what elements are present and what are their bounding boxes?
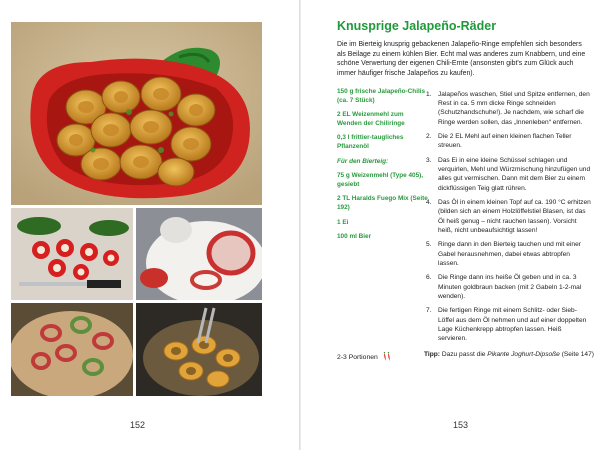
ingredient: 150 g frische Jalapeño-Chilis (ca. 7 Stück) xyxy=(337,88,426,104)
step-text: Die Ringe dann ins heiße Öl geben und in ca. 3 Minuten goldbraun backen (mit 2 Gabeln 1-2-mal wenden). xyxy=(438,274,582,300)
tip-label: Tipp: xyxy=(424,351,440,358)
tip-page-ref: (Seite 147) xyxy=(559,351,594,358)
instruction-step xyxy=(426,90,592,127)
ingredients-list xyxy=(337,88,429,248)
photo-fried-jalapeno-rings xyxy=(11,22,262,205)
instruction-step xyxy=(426,156,592,193)
instruction-step xyxy=(426,306,592,343)
chili-pepper-icon xyxy=(382,352,394,362)
tip-note xyxy=(424,350,594,359)
ingredient: 75 g Weizenmehl (Type 405), gesiebt xyxy=(337,172,424,188)
step-number: 7. xyxy=(426,307,432,315)
step-number: 6. xyxy=(426,274,432,282)
step-text: Ringe dann in den Bierteig tauchen und mit einer Gabel herausnehmen, dabei etwas abtropfen lassen. xyxy=(438,241,581,267)
left-page xyxy=(0,0,299,450)
step-text: Die fertigen Ringe mit einem Schlitz- oder Sieb-Löffel aus dem Öl nehmen und auf einer doppelten Lage Küchenkrepp abtropfen lassen. Heiß servieren. xyxy=(438,307,587,343)
tip-recipe-reference: Pikante Joghurt-Dipsoße xyxy=(487,351,560,358)
portions-text: 2-3 Portionen xyxy=(337,353,378,361)
instruction-step xyxy=(426,240,592,268)
photo-rings-in-flour xyxy=(136,208,262,300)
page-number-right: 153 xyxy=(453,420,469,430)
ingredient-subheading: Für den Bierteig: xyxy=(337,157,389,165)
step-text: Jalapeños waschen, Stiel und Spitze entfernen, den Rest in ca. 5 mm dicke Ringe schneiden (Schutzhandschuhe!). Je nachdem, wie scharf die Ringe werden sollen, das „Innenleben“ entfernen. xyxy=(438,91,590,126)
instruction-step xyxy=(426,198,592,235)
ingredient: 1 Ei xyxy=(337,218,349,226)
tip-text: Dazu passt die xyxy=(440,351,488,358)
ingredient: 0,3 l frittier-taugliches Pflanzenöl xyxy=(337,134,404,150)
ingredient: 2 EL Weizenmehl zum Wenden der Chiliringe xyxy=(337,111,405,127)
recipe-intro: Die im Bierteig knusprig gebackenen Jalapeño-Ringe empfehlen sich besonders als Beilage zu einem kühlen Bier. Echt mal was anderes zum Knabbern, und eine schöne Verwertung der eigenen Chili-Ernte (ansonsten gibt's zum Glück auch immer häufiger frische Jalapeños zu kaufen). xyxy=(337,41,586,77)
step-number: 5. xyxy=(426,241,432,249)
ingredient: 2 TL Haralds Fuego Mix (Seite 192) xyxy=(337,195,428,211)
photo-rings-frying xyxy=(136,303,262,396)
step-number: 2. xyxy=(426,133,432,141)
instruction-step xyxy=(426,273,592,301)
photo-cut-jalapeno-rings xyxy=(11,208,133,300)
instruction-step xyxy=(426,132,592,150)
instructions-list xyxy=(426,90,592,349)
step-text: Das Ei in eine kleine Schüssel schlagen und verquirlen, Mehl und Würzmischung hinzufügen und alles gut vermischen. Dann mit dem Bier zu einem dickflüssigen Teig glatt rühren. xyxy=(438,157,591,192)
step-number: 3. xyxy=(426,157,432,164)
ingredient: 100 ml Bier xyxy=(337,233,372,241)
recipe-title: Knusprige Jalapeño-Räder xyxy=(337,19,497,33)
photo-rings-in-batter xyxy=(11,303,133,396)
portions-info xyxy=(337,352,394,362)
step-text: Das Öl in einem kleinen Topf auf ca. 190 °C erhitzen (bilden sich an einem Holzlöffelstiel Blasen, ist das Öl heiß genug – nicht rauchen lassen). Vorsicht heiß, nicht unbeaufsichtigt lassen! xyxy=(438,199,591,234)
step-number: 4. xyxy=(426,199,432,207)
step-number: 1. xyxy=(426,91,432,98)
right-page xyxy=(301,0,600,450)
step-text: Die 2 EL Mehl auf einen kleinen flachen Teller streuen. xyxy=(438,133,572,150)
page-number-left: 152 xyxy=(130,420,146,430)
